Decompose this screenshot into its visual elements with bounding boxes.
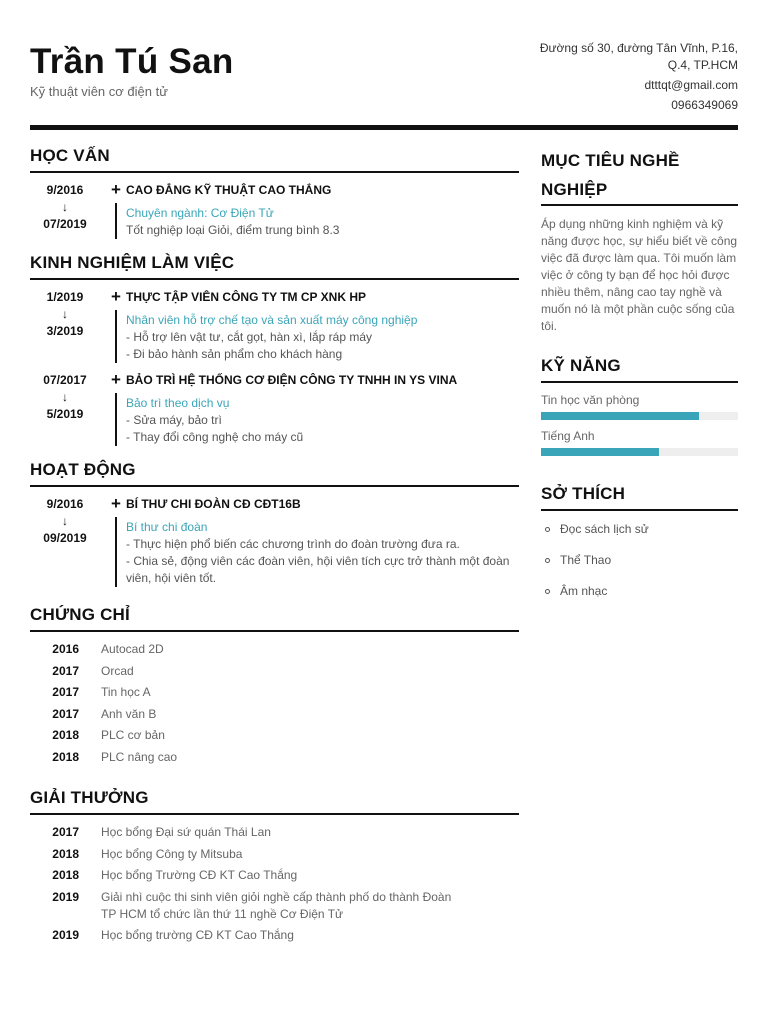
timeline-heading: BÍ THƯ CHI ĐOÀN CĐ CĐT16B (126, 497, 301, 511)
timeline-date: 1/2019 ↓ 3/2019 (30, 289, 100, 363)
header-divider (30, 125, 738, 130)
awards-section (30, 788, 519, 944)
list-item: 2018 Học bổng Trường CĐ KT Cao Thắng (52, 868, 298, 883)
timeline-line: - Đi bảo hành sản phẩm cho khách hàng (126, 347, 343, 361)
timeline-date: 9/2016 ↓ 09/2019 (30, 496, 100, 587)
contact-address: Đường số 30, đường Tân Vĩnh, P.16, Q.4, TP.HCM (539, 41, 738, 72)
timeline-line: - Thực hiện phổ biến các chương trình do đoàn trường đưa ra. (126, 537, 460, 551)
list-item: 2017 Anh văn B (52, 706, 157, 721)
bullet-icon (545, 558, 550, 563)
list-item: 2017 Tin học A (52, 685, 151, 700)
skill-name: Tin học văn phòng (541, 393, 640, 407)
contact-phone: 0966349069 (671, 98, 738, 112)
timeline-subtitle: Chuyên ngành: Cơ Điện Tử (126, 206, 274, 220)
down-arrow-icon: ↓ (62, 307, 68, 321)
list-item: 2018 PLC cơ bản (52, 728, 165, 743)
timeline-item (30, 289, 519, 363)
activities-title: HOẠT ĐỘNG (30, 460, 519, 487)
awards-title: GIẢI THƯỞNG (30, 788, 519, 815)
plus-icon: + (111, 370, 121, 389)
timeline-heading: THỰC TẬP VIÊN CÔNG TY TM CP XNK HP (126, 290, 366, 304)
certificates-section (30, 605, 519, 766)
list-item: 2019 Học bổng trường CĐ KT Cao Thắng (52, 928, 294, 943)
timeline-item (30, 496, 519, 587)
timeline-item (30, 372, 519, 446)
list-item: 2018 PLC nâng cao (52, 749, 178, 764)
timeline-bar (115, 517, 117, 587)
plus-icon: + (111, 287, 121, 306)
list-item: 2017 Orcad (52, 663, 134, 678)
timeline-subtitle: Nhân viên hỗ trợ chế tạo và sản xuất máy công nghiệp (126, 313, 418, 327)
left-column (30, 146, 519, 949)
education-section (30, 146, 519, 239)
timeline-line: - Chia sẻ, động viên các đoàn viên, hội viên tích cực trở thành một đoàn viên, hội viên tốt. (126, 554, 510, 585)
bullet-icon (545, 527, 550, 532)
resume-header (30, 38, 738, 128)
skill-item (541, 392, 738, 420)
timeline-bar (115, 393, 117, 446)
skill-bar-fill (541, 412, 699, 420)
experience-title: KINH NGHIỆM LÀM VIỆC (30, 253, 519, 280)
activities-section (30, 460, 519, 587)
list-item: Âm nhạc (545, 583, 738, 600)
skill-bar-track (541, 448, 738, 456)
list-item: Đọc sách lịch sử (545, 521, 738, 538)
skill-bar-track (541, 412, 738, 420)
contact-email[interactable]: dtttqt@gmail.com (644, 78, 738, 92)
list-item: 2016 Autocad 2D (52, 642, 164, 656)
skill-bar-fill (541, 448, 659, 456)
skills-section (541, 356, 738, 456)
skills-title: KỸ NĂNG (541, 356, 738, 383)
timeline-heading: BẢO TRÌ HỆ THỐNG CƠ ĐIỆN CÔNG TY TNHH IN YS VINA (126, 373, 458, 387)
hobbies-title: SỞ THÍCH (541, 484, 738, 511)
candidate-name: Trần Tú San (30, 42, 234, 81)
down-arrow-icon: ↓ (62, 514, 68, 528)
timeline-item (30, 182, 519, 239)
timeline-line: - Hỗ trợ lên vật tư, cắt gọt, hàn xì, lắp ráp máy (126, 330, 373, 344)
objective-text: Áp dụng những kinh nghiệm và kỹ năng được học, sự hiểu biết về công việc đã được làm qua. Tôi muốn làm việc ở công ty bạn để học hỏi được nhiều thêm, nâng cao tay nghề và muốn nó là một phần cuộc sống của tôi. (541, 217, 738, 333)
objective-section (541, 146, 738, 335)
hobbies-section (541, 484, 738, 600)
list-item: Thể Thao (545, 552, 738, 569)
timeline-bar (115, 310, 117, 363)
right-column (541, 146, 738, 614)
timeline-line: Tốt nghiệp loại Giỏi, điểm trung bình 8.3 (126, 223, 340, 237)
timeline-date: 9/2016 ↓ 07/2019 (30, 182, 100, 239)
timeline-date: 07/2017 ↓ 5/2019 (30, 372, 100, 446)
skill-name: Tiếng Anh (541, 429, 595, 443)
timeline-subtitle: Bảo trì theo dịch vụ (126, 396, 230, 410)
candidate-role: Kỹ thuật viên cơ điện tử (30, 84, 168, 99)
education-title: HỌC VẤN (30, 146, 519, 173)
timeline-line: - Thay đổi công nghệ cho máy cũ (126, 430, 304, 444)
list-item: 2017 Học bổng Đại sứ quán Thái Lan (52, 824, 271, 839)
timeline-line: - Sửa máy, bảo trì (126, 413, 222, 427)
plus-icon: + (111, 180, 121, 199)
list-item: 2019 Giải nhì cuộc thi sinh viên giỏi nghề cấp thành phố do thành Đoàn TP HCM tổ chức lần thứ 11 nghề Cơ Điện Tử (52, 889, 452, 921)
contact-info (518, 40, 738, 117)
list-item: 2018 Học bổng Công ty Mitsuba (52, 846, 243, 861)
down-arrow-icon: ↓ (62, 200, 68, 214)
skill-item (541, 428, 738, 456)
experience-section (30, 253, 519, 446)
objective-title: MỤC TIÊU NGHỀ NGHIỆP (541, 146, 738, 206)
timeline-bar (115, 203, 117, 239)
down-arrow-icon: ↓ (62, 390, 68, 404)
certificates-title: CHỨNG CHỈ (30, 605, 519, 632)
plus-icon: + (111, 494, 121, 513)
bullet-icon (545, 589, 550, 594)
timeline-heading: CAO ĐẲNG KỸ THUẬT CAO THẮNG (126, 183, 332, 197)
timeline-subtitle: Bí thư chi đoàn (126, 520, 208, 534)
